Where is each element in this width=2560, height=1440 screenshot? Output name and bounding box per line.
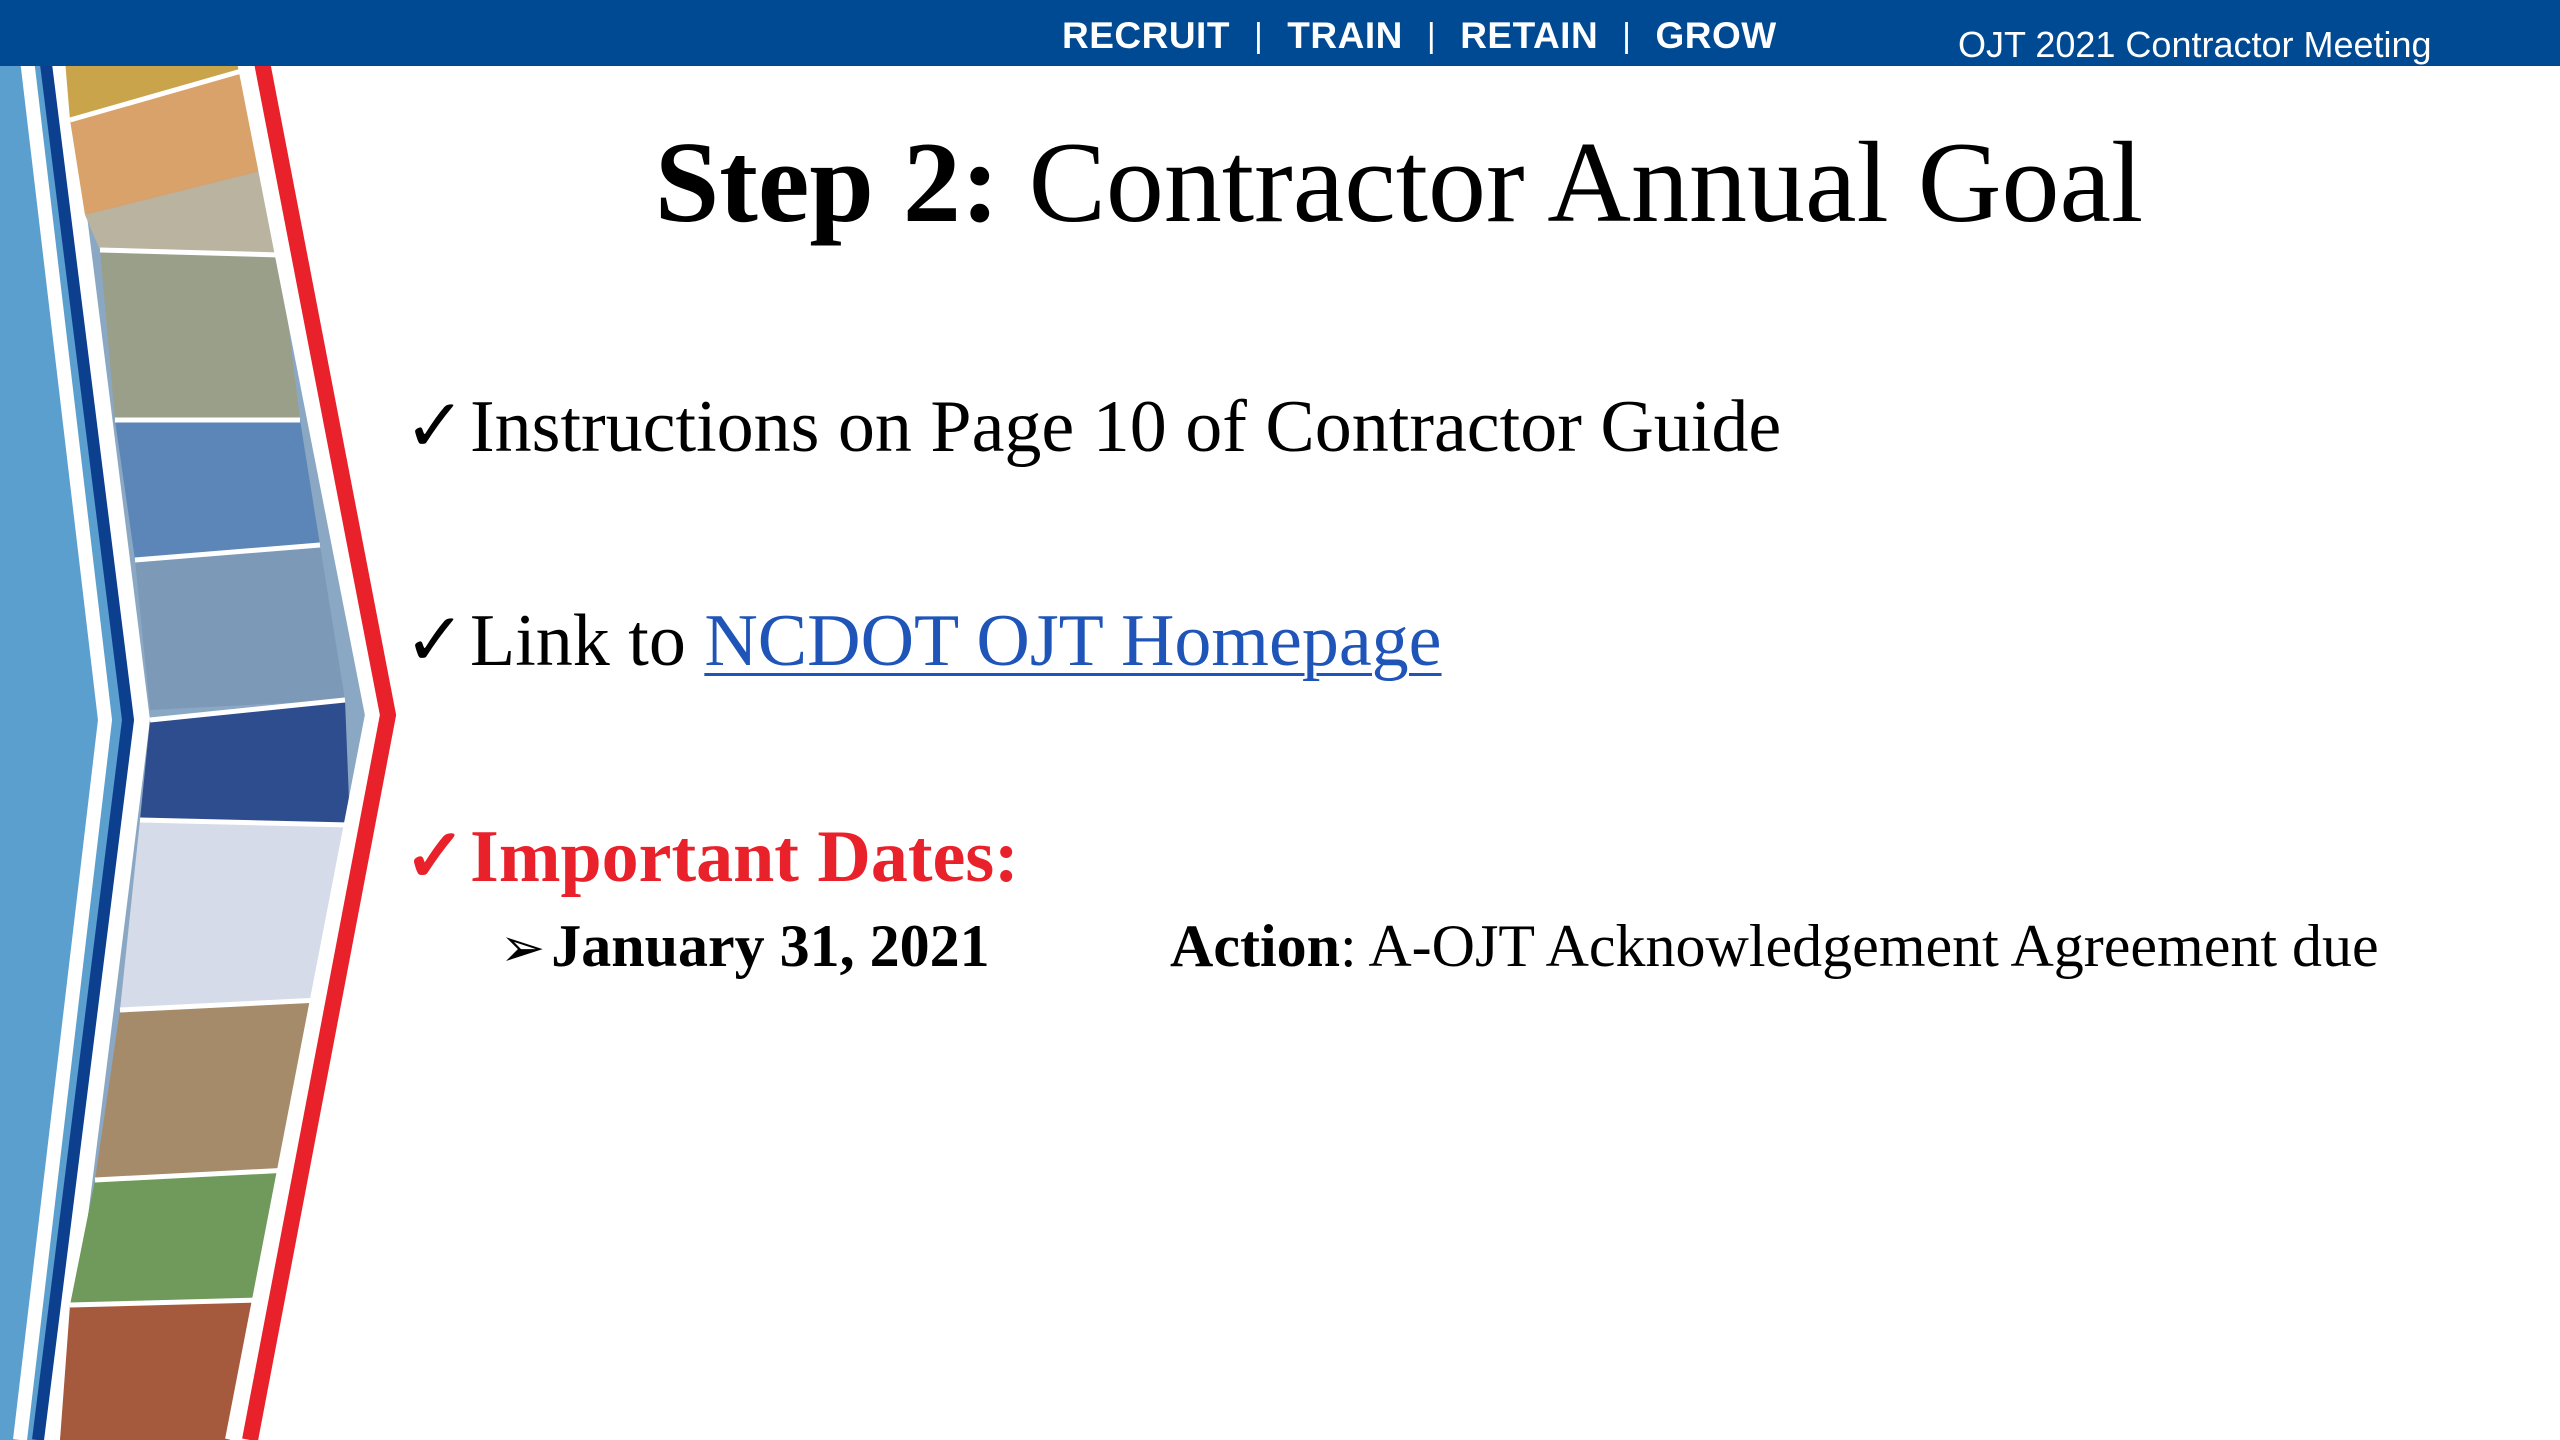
- important-dates-heading: Important Dates:: [470, 816, 1019, 898]
- bullet-important-dates: [404, 814, 1019, 900]
- title-text: Contractor Annual Goal: [1028, 119, 2144, 247]
- check-icon: ✓: [404, 816, 467, 898]
- tagline-recruit: RECRUIT: [1062, 15, 1230, 56]
- page-title: [0, 118, 2560, 248]
- ncdot-ojt-homepage-link[interactable]: NCDOT OJT Homepage: [704, 600, 1442, 682]
- tagline: [1062, 16, 1777, 56]
- date-text: January 31, 2021: [551, 913, 990, 979]
- tagline-train: TRAIN: [1287, 15, 1403, 56]
- date-action: [1170, 910, 2379, 982]
- meeting-name: OJT 2021 Contractor Meeting: [1958, 24, 2432, 65]
- arrow-bullet-icon: ➢: [500, 918, 546, 978]
- date-item: [500, 910, 990, 984]
- title-step: Step 2:: [654, 119, 1000, 247]
- bullet-instructions: [404, 384, 1781, 470]
- instructions-text: Instructions on Page 10 of Contractor Guide: [470, 386, 1782, 468]
- action-text: : A-OJT Acknowledgement Agreement due: [1339, 913, 2379, 979]
- link-prefix: Link to: [470, 600, 705, 682]
- tagline-grow: GROW: [1655, 15, 1777, 56]
- tagline-separator: |: [1426, 16, 1437, 55]
- tagline-separator: |: [1622, 16, 1632, 55]
- action-label: Action: [1170, 913, 1340, 979]
- tagline-separator: |: [1253, 16, 1264, 55]
- bullet-homepage-link: [404, 598, 1442, 684]
- check-icon: ✓: [404, 386, 467, 468]
- tagline-retain: RETAIN: [1460, 15, 1599, 56]
- check-icon: ✓: [404, 600, 467, 682]
